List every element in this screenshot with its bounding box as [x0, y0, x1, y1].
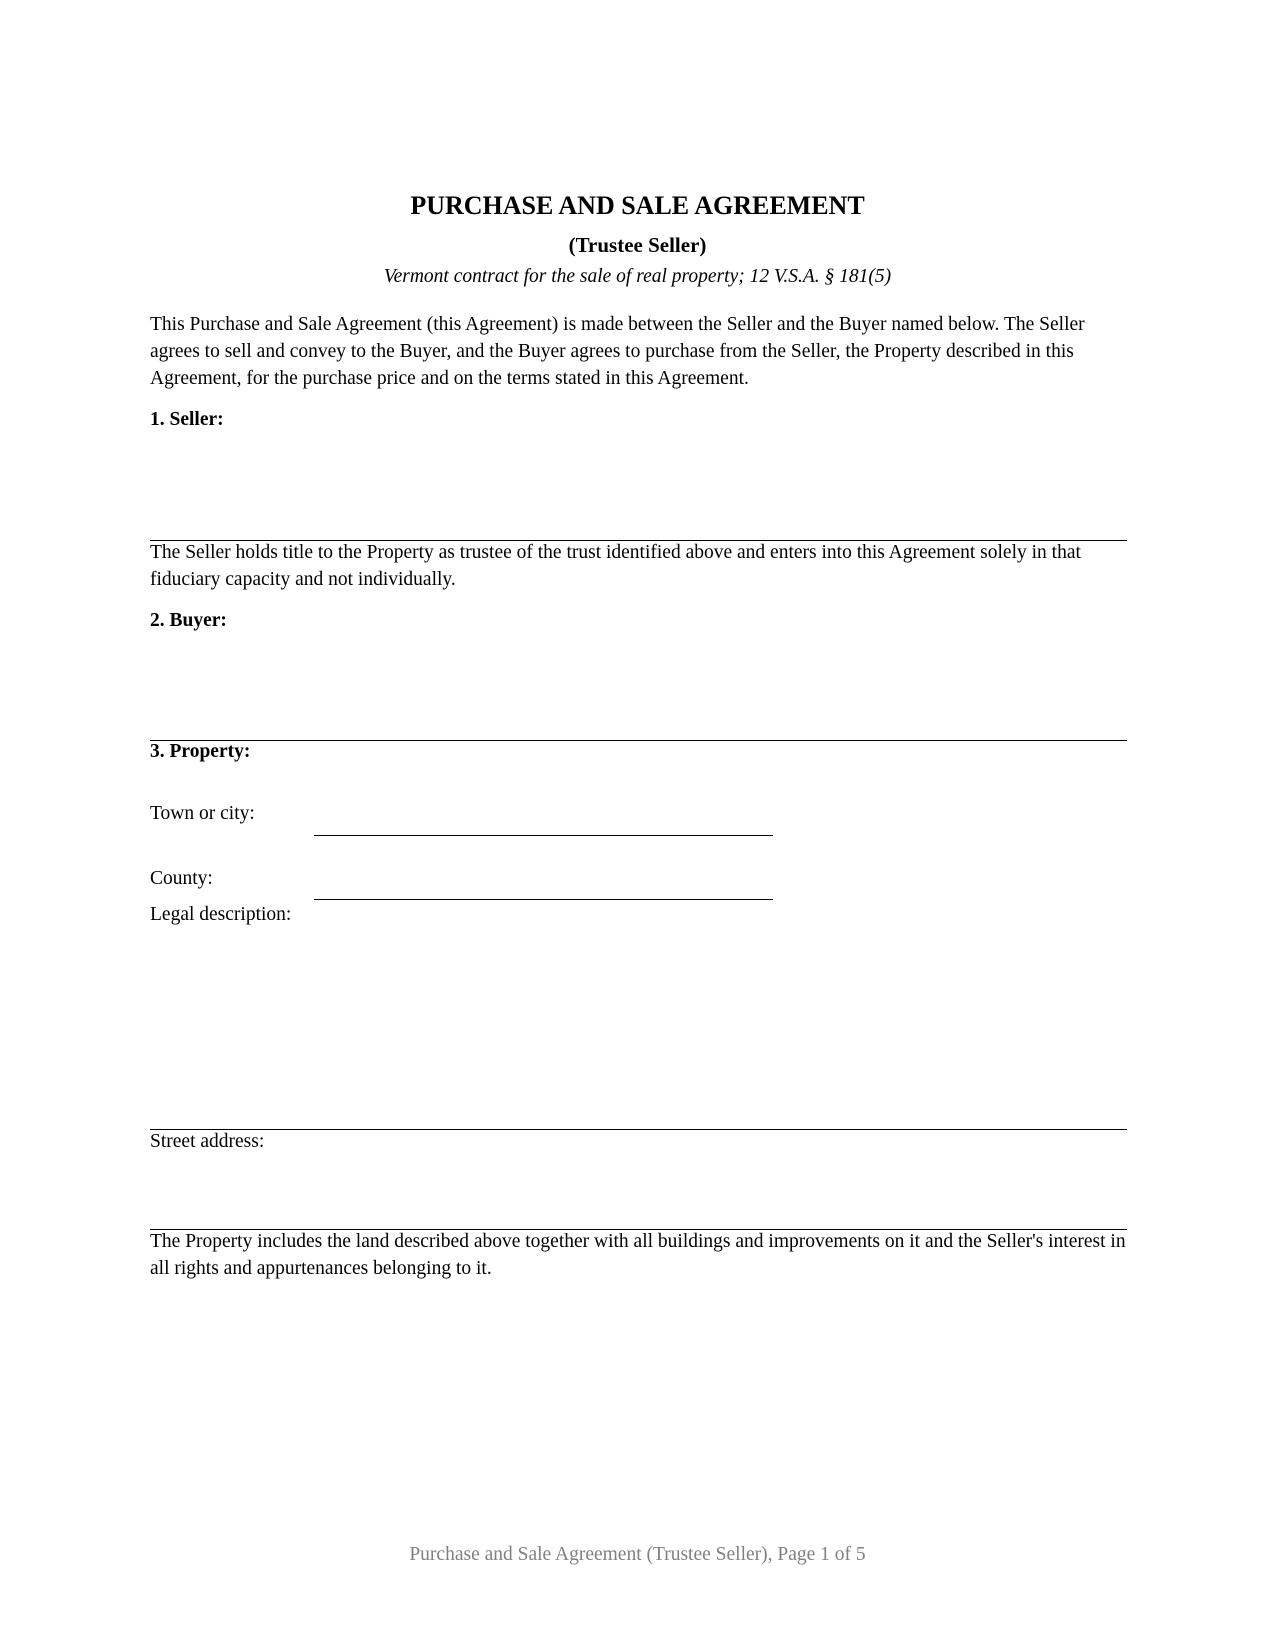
- property-inclusion-statement: The Property includes the land described above together with all buildings and improvements on it and the Seller's interest in all rights and appurtenances belonging to it.: [150, 1231, 1126, 1279]
- buyer-name-field[interactable]: [150, 637, 1127, 739]
- street-address-field[interactable]: [150, 1157, 1127, 1228]
- document-subtitle: (Trustee Seller): [568, 233, 707, 257]
- county-line: [314, 899, 773, 900]
- seller-heading: 1. Seller:: [150, 409, 224, 430]
- county-label: County:: [150, 868, 213, 889]
- legal-description-label: Legal description:: [150, 904, 292, 925]
- property-heading: 3. Property:: [150, 741, 251, 762]
- seller-name-field[interactable]: [150, 436, 1127, 539]
- town-field[interactable]: [314, 800, 773, 835]
- intro-paragraph: This Purchase and Sale Agreement (this Agreement) is made between the Seller and the Buyer named below. The Seller agrees to sell and convey to the Buyer, and the Buyer agrees to purchase from the Seller, the Property described in this Agreement, for the purchase price and on the terms stated in this Agreement.: [150, 314, 1085, 389]
- town-line: [314, 835, 773, 836]
- trustee-statement: The Seller holds title to the Property as trustee of the trust identified above and enters into this Agreement solely in that fiduciary capacity and not individually.: [150, 542, 1081, 590]
- street-address-label: Street address:: [150, 1131, 265, 1152]
- statute-citation: Vermont contract for the sale of real property; 12 V.S.A. § 181(5): [383, 266, 892, 287]
- county-field[interactable]: [314, 864, 773, 899]
- legal-description-field[interactable]: [150, 930, 1127, 1128]
- town-label: Town or city:: [150, 803, 255, 824]
- document-title: PURCHASE AND SALE AGREEMENT: [410, 191, 865, 220]
- buyer-heading: 2. Buyer:: [150, 610, 227, 631]
- legal-description-line: [150, 1129, 1127, 1130]
- page-footer: Purchase and Sale Agreement (Trustee Seller), Page 1 of 5: [409, 1544, 866, 1565]
- buyer-line: [150, 740, 1127, 741]
